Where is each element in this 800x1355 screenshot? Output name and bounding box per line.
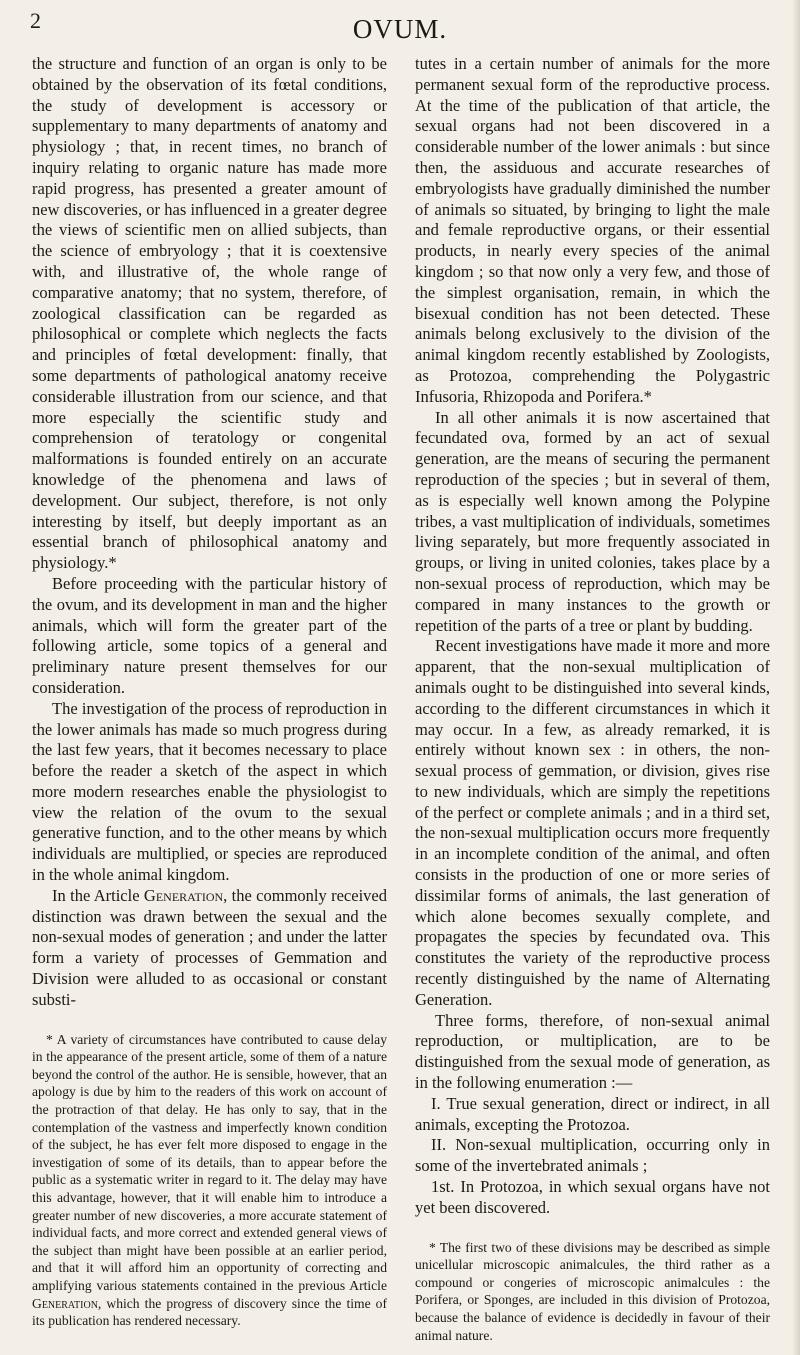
text-run: , the commonly received distinction was drawn between the sexual and the non-sexual modes of generation ; and under the latter form a variety of processes of Gemmation and Division were alluded to as occasional or constant substi- bbox=[32, 885, 387, 1009]
text-run: * A variety of circumstances have contributed to cause delay in the appearance of the present article, some of them of a nature beyond the control of the author. He is sensible, however, that an apology is due by him to the readers of this work on account of the protraction of that delay. He has only to say, that in the contemplation of the vastness and imperfectly known condition of the subject, he has ever felt more disposed to engage in the investigation of some of its details, than to appear before the public as a systematic writer in regard to it. The delay may have this advantage, however, that it will enable him to introduce a greater number of new discoveries, a more accurate statement of individual facts, and more correct and extended general views of the subject than might have been possible at an earlier period, and that it will afford him an opportunity of correcting and amplifying various statements contained in the previous Article bbox=[32, 1031, 387, 1293]
paragraph: tutes in a certain number of animals for the more permanent sexual form of the reproductive process. At the time of the publication of that article, the sexual organs had not been discovered in a considerable number of the lower animals : but since then, the assiduous and accurate researches of embryologists have gradually diminished the number of animals so situated, by bringing to light the male and female reproductive organs, or their essential products, in nearly every species of the animal kingdom ; so that now only a very few, and those of the simplest organisation, remain, in which the bisexual condition has not been detected. These animals belong exclusively to the division of the animal kingdom recently established by Zoologists, as Protozoa, comprehending the Polygastric Infusoria, Rhizopoda and Porifera.* bbox=[415, 54, 770, 406]
list-item: I. True sexual generation, direct or indirect, in all animals, excepting the Protozoa. bbox=[415, 1093, 770, 1134]
paragraph: In all other animals it is now ascertained that fecundated ova, formed by an act of sexual generation, are the means of securing the permanent reproduction of the species ; but in several of them, as is especially well known among the Polypine tribes, a vast multiplication of individuals, sometimes living separately, but more frequently associated in groups, or living in united colonies, takes place by a non-sexual process of reproduction, which may be compared in many instances to the growth or repetition of the parts of a tree or plant by budding. bbox=[415, 407, 770, 635]
list-item: 1st. In Protozoa, in which sexual organs have not yet been discovered. bbox=[415, 1177, 770, 1217]
paragraph: the structure and function of an organ is only to be obtained by the observation of its fœtal conditions, the study of development is accessory or supplementary to many departments of anatomy and physiology ; that, in recent times, no branch of inquiry relating to organic nature has made more rapid progress, has presented a greater amount of new discoveries, or has influenced in a greater degree the views of scientific men on allied subjects, than the science of embryology ; that it is coextensive with, and illustrative of, the whole range of comparative anatomy; that no system, therefore, of zoological classification can be regarded as philosophical or complete which neglects the facts and principles of fœtal development: finally, that some departments of pathological anatomy receive considerable illustration from our science, and that more especially the scientific study and comprehension of teratology or congenital malformations is founded entirely on an accurate knowledge of the phenomena and laws of development. Our subject, therefore, is not only interesting by itself, but deeply important as an essential branch of philosophical anatomy and physiology.* bbox=[32, 54, 387, 573]
footnote bbox=[32, 1031, 387, 1330]
text-run: , which the progress of discovery since the time of its publication has rendered necessary. bbox=[32, 1295, 387, 1329]
paragraph bbox=[32, 886, 387, 1011]
page-number: 2 bbox=[30, 8, 41, 33]
list-item: II. Non-sexual multiplication, occurring only in some of the invertebrated animals ; bbox=[415, 1135, 770, 1176]
text-run: In the Article bbox=[52, 885, 144, 905]
left-column bbox=[32, 54, 387, 1330]
running-title: OVUM. bbox=[352, 14, 448, 44]
right-column bbox=[415, 54, 770, 1344]
paragraph: Recent investigations have made it more and more apparent, that the non-sexual multiplication of animals ought to be distinguished into several kinds, according to the different circumstances in which it may occur. In a few, as already remarked, it is entirely without known sex : in others, the non-sexual process of gemmation, or division, gives rise to new individuals, which are simply the repetitions of the perfect or complete animals ; and in a third set, the non-sexual multiplication occurs more frequently in an incomplete condition of the animal, and often consists in the production of one or more series of dissimilar forms of animals, the last generation of which alone becomes sexually complete, and propagates the species by fecundated ova. This constitutes the variety of the reproductive process recently distinguished by the name of Alternating Generation. bbox=[415, 636, 770, 1009]
paragraph: Three forms, therefore, of non-sexual animal reproduction, or multiplication, are to be distinguished from the sexual mode of generation, as in the following enumeration :— bbox=[415, 1010, 770, 1093]
footnote bbox=[415, 1239, 770, 1345]
footnote-text bbox=[32, 1031, 387, 1330]
paragraph: The investigation of the process of reproduction in the lower animals has made so much progress during the last few years, that it becomes necessary to place before the reader a sketch of the aspect in which more modern researches enable the physiologist to view the relation of the ovum to the sexual generative function, and to the other means by which individuals are multiplied, or species are reproduced in the whole animal kingdom. bbox=[32, 698, 387, 885]
page-edge-shadow bbox=[792, 0, 800, 1355]
article-reference: Generation bbox=[143, 885, 224, 905]
paragraph: Before proceeding with the particular history of the ovum, and its development in man and the higher animals, which will form the greater part of the following article, some topics of a general and preliminary nature present themselves for our consideration. bbox=[32, 573, 387, 697]
article-reference: Generation bbox=[32, 1295, 98, 1311]
footnote-text: * The first two of these divisions may be described as simple unicellular microscopic animalcules, the third rather as a compound or congeries of microscopic animalcules : the Porifera, or Sponges, are included in this division of Protozoa, because the balance of evidence is decidedly in favour of their animal nature. bbox=[415, 1239, 770, 1343]
